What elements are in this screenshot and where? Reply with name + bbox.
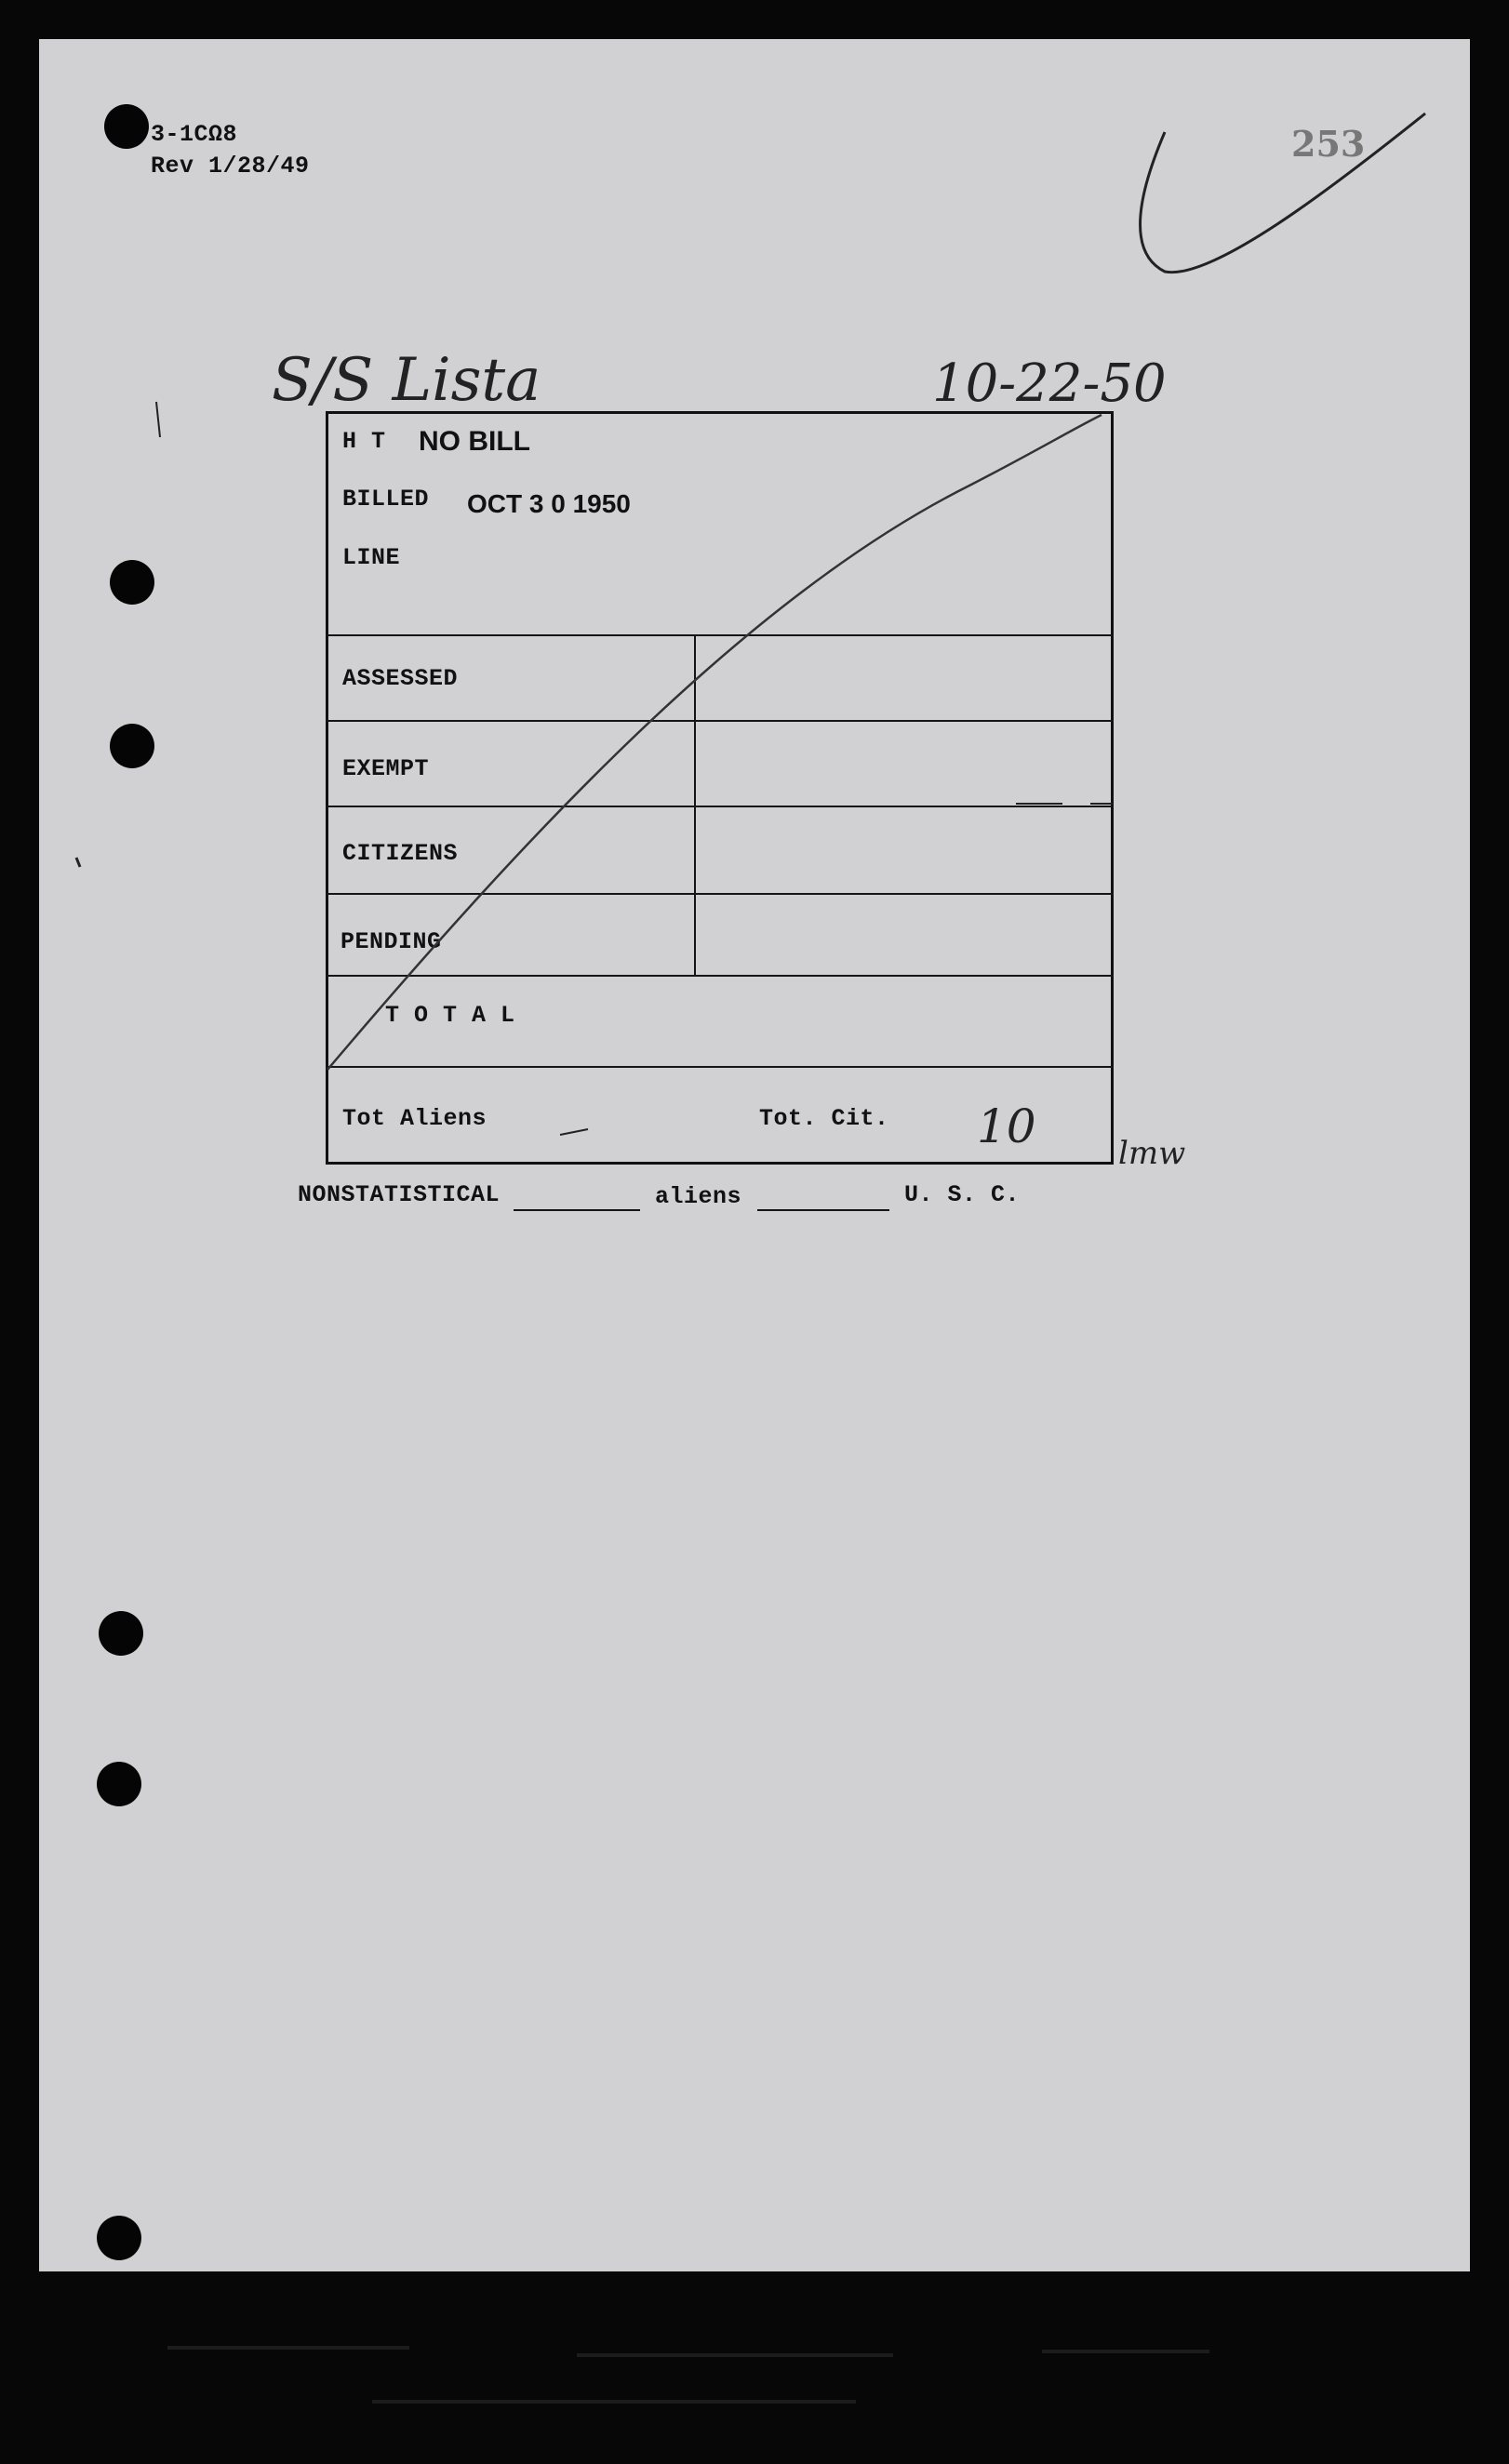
tot-cit-label: Tot. Cit. [759, 1105, 889, 1132]
scan-border [0, 2288, 1509, 2464]
billed-label: BILLED [342, 486, 430, 513]
line-label: LINE [342, 544, 401, 571]
scan-noise [577, 2353, 893, 2357]
count-handwritten: 10 [977, 1099, 1036, 1153]
dash-mark [560, 1129, 588, 1135]
page-number: 253 [1291, 123, 1366, 165]
form-number: 3-1CΩ8 [151, 121, 238, 148]
tot-aliens-label: Tot Aliens [342, 1105, 487, 1132]
exempt-label: EXEMPT [342, 755, 430, 782]
pending-label: PENDING [341, 928, 442, 955]
strikethrough-pen-mark [327, 415, 1102, 1070]
checkmark-pen-mark [1141, 113, 1425, 273]
total-label: T O T A L [385, 1002, 515, 1029]
nonstatistical-label: NONSTATISTICAL [298, 1181, 501, 1208]
scan-noise [1042, 2350, 1209, 2353]
assessed-label: ASSESSED [342, 665, 459, 692]
document-page [39, 39, 1470, 2271]
ht-label: H T [342, 428, 386, 455]
citizens-label: CITIZENS [342, 840, 459, 867]
vessel-name-handwritten: S/S Lista [272, 346, 541, 415]
scan-noise [167, 2346, 409, 2350]
initials-handwritten: lmw [1118, 1135, 1186, 1172]
no-bill-stamp: NO BILL [419, 426, 530, 457]
date-stamp: OCT 3 0 1950 [467, 489, 631, 518]
pen-marks [39, 39, 1470, 2271]
aliens-label: aliens [655, 1183, 742, 1210]
tick-mark [156, 402, 160, 437]
scan-noise [372, 2400, 856, 2404]
margin-mark [76, 858, 80, 867]
date-handwritten: 10-22-50 [932, 353, 1167, 414]
form-revision: Rev 1/28/49 [151, 153, 310, 180]
usc-label: U. S. C. [904, 1181, 1021, 1208]
